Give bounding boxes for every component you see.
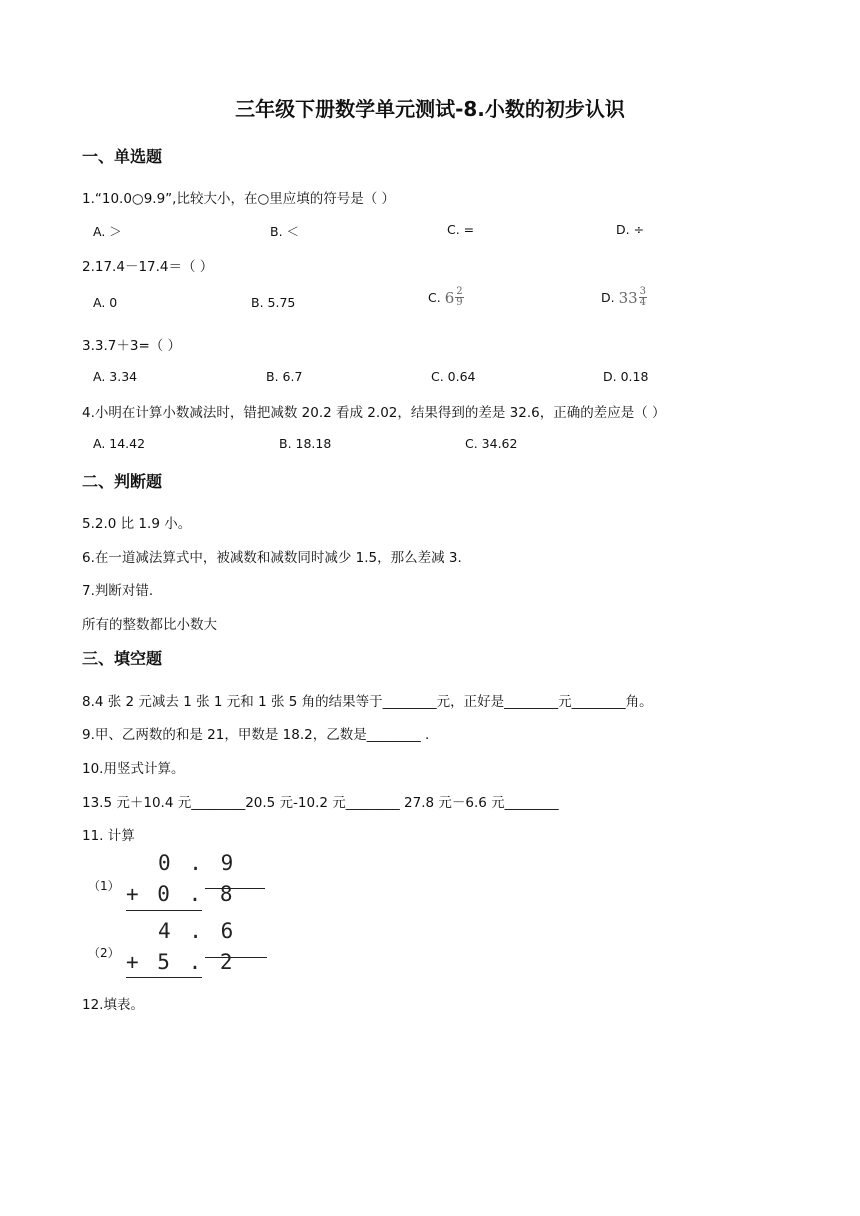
fraction-whole: 6	[444, 288, 455, 307]
question-11: 11. 计算	[82, 828, 135, 844]
q2-option-a: A. 0	[93, 295, 118, 310]
q1-option-a: A. ＞	[93, 224, 122, 239]
question-10-expressions: 13.5 元＋10.4 元________20.5 元-10.2 元________ 27.8 元－6.6 元________	[82, 795, 559, 811]
q3-option-b: B. 6.7	[266, 369, 303, 384]
q3-option-d: D. 0.18	[603, 369, 649, 384]
q4-option-b: B. 18.18	[279, 436, 332, 451]
question-6: 6.在一道减法算式中，被减数和减数同时减少 1.5，那么差减 3.	[82, 550, 462, 566]
part-2-top-number: 4 . 6	[158, 919, 237, 943]
section-heading-single-choice: 一、单选题	[82, 147, 163, 166]
part-1-top-number: 0 . 9	[158, 851, 237, 875]
part-2-sum-line	[126, 977, 202, 978]
mixed-fraction-d	[619, 287, 647, 308]
fraction-denominator: 9	[456, 297, 463, 308]
question-2: 2.17.4－17.4＝（ ）	[82, 259, 214, 275]
fraction-whole: 33	[618, 288, 638, 307]
q1-option-b: B. ＜	[270, 224, 300, 239]
q1-option-d: D. ÷	[616, 222, 645, 237]
question-5: 5.2.0 比 1.9 小。	[82, 516, 192, 532]
question-12: 12.填表。	[82, 997, 144, 1013]
q2-option-d	[601, 287, 647, 308]
part-1-sum-line	[126, 910, 202, 911]
question-7-statement: 所有的整数都比小数大	[82, 617, 217, 633]
q4-option-a: A. 14.42	[93, 436, 146, 451]
q3-option-c: C. 0.64	[431, 369, 476, 384]
part-1-answer-line	[205, 888, 265, 889]
q2-option-c-label: C.	[428, 290, 445, 305]
question-9: 9.甲、乙两数的和是 21，甲数是 18.2，乙数是________ .	[82, 727, 430, 743]
q4-option-c: C. 34.62	[465, 436, 518, 451]
part-2-answer-line	[205, 957, 267, 958]
q1-option-c: C. =	[447, 222, 475, 237]
mixed-fraction-c	[445, 287, 464, 308]
q2-option-c	[428, 287, 464, 308]
part-2-bottom-number: + 5 . 2	[126, 950, 236, 974]
section-heading-fill-blank: 三、填空题	[82, 649, 163, 668]
question-7: 7.判断对错.	[82, 583, 154, 599]
part-1-label: （1）	[88, 879, 120, 893]
page-title: 三年级下册数学单元测试-8.小数的初步认识	[235, 97, 625, 121]
fraction-numerator: 2	[456, 286, 463, 297]
fraction-numerator: 3	[639, 286, 647, 297]
part-2-label: （2）	[88, 946, 120, 960]
question-4: 4.小明在计算小数减法时，错把减数 20.2 看成 2.02，结果得到的差是 32.6，正确的差应是（ ）	[82, 405, 666, 421]
q3-option-a: A. 3.34	[93, 369, 138, 384]
question-1: 1.“10.0○9.9”,比较大小，在○里应填的符号是（ ）	[82, 191, 396, 207]
question-10: 10.用竖式计算。	[82, 761, 185, 777]
question-8: 8.4 张 2 元减去 1 张 1 元和 1 张 5 角的结果等于________元，正好是________元________角。	[82, 694, 653, 710]
fraction-denominator: 4	[639, 297, 647, 308]
part-1-bottom-number: + 0 . 8	[126, 882, 236, 906]
q2-option-b: B. 5.75	[251, 295, 296, 310]
q2-option-d-label: D.	[601, 290, 619, 305]
section-heading-true-false: 二、判断题	[82, 472, 163, 491]
question-3: 3.3.7＋3=（ ）	[82, 338, 182, 354]
